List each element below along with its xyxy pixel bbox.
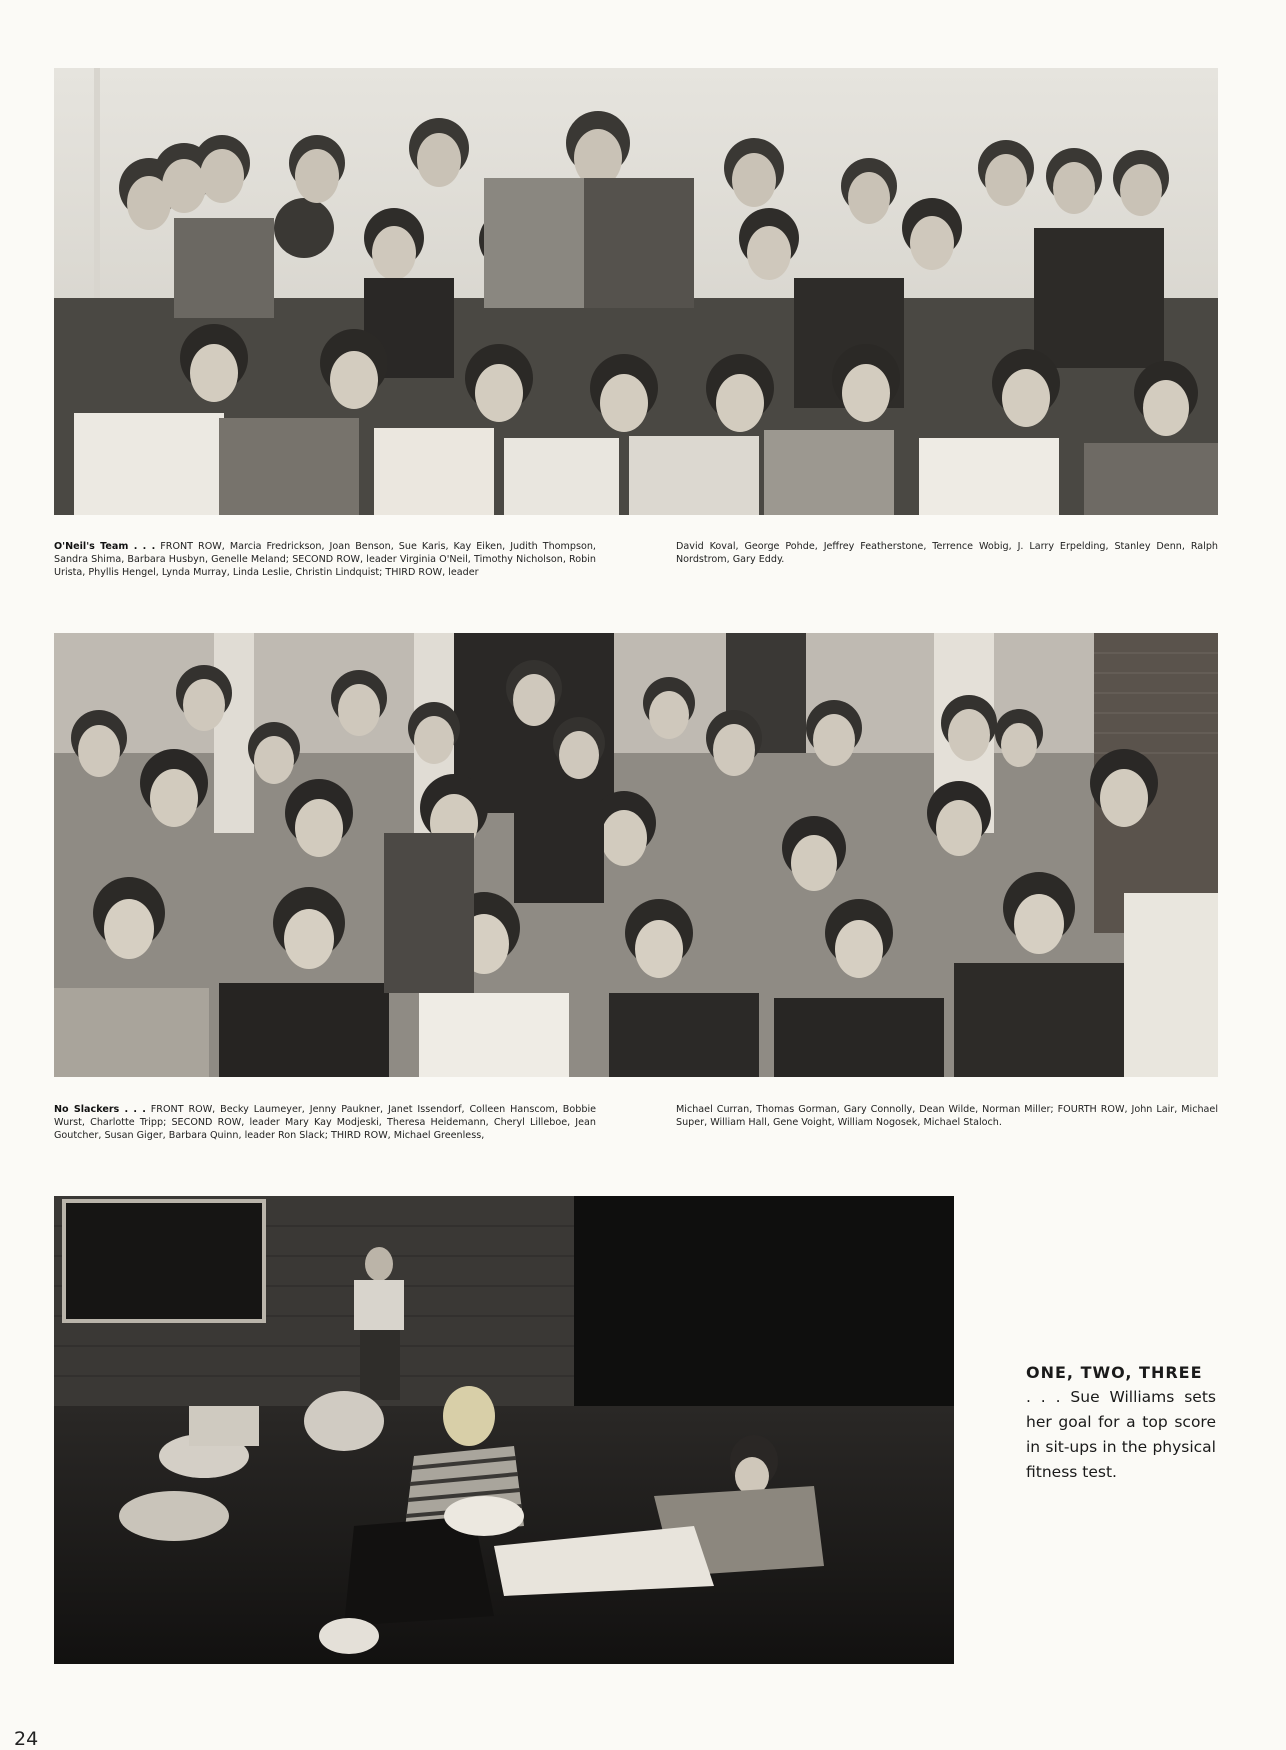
slackers-caption-right-text: Michael Curran, Thomas Gorman, Gary Connolly, Dean Wilde, Norman Miller; FOURTH ROW, John Lair, Michael Super, William Hall, Gene Voight, William Nogosek, Michael Staloch. <box>676 1104 1218 1128</box>
page-number: 24 <box>14 1728 39 1750</box>
slackers-team-name: No Slackers . . . <box>54 1104 146 1115</box>
slackers-caption-left-text: FRONT ROW, Becky Laumeyer, Jenny Paukner, Janet Issendorf, Colleen Hanscom, Bobbie Wurst, Charlotte Tripp; SECOND ROW, leader Mary Kay Modjeski, Theresa Heidemann, Cheryl Lilleboe, Jean Goutcher, Susan Giger, Barbara Quinn, leader Ron Slack; THIRD ROW, Michael Greenless, <box>54 1104 597 1141</box>
oneil-caption-left <box>54 540 596 579</box>
oneil-caption-right <box>676 540 1218 566</box>
slackers-caption-left <box>54 1103 596 1142</box>
feature-headline: ONE, TWO, THREE <box>1026 1363 1203 1382</box>
situps-photo-art <box>54 1196 954 1664</box>
no-slackers-photo <box>54 633 1218 1077</box>
situps-photo <box>54 1196 954 1664</box>
oneil-caption-right-text: David Koval, George Pohde, Jeffrey Featherstone, Terrence Wobig, J. Larry Erpelding, Stanley Denn, Ralph Nordstrom, Gary Eddy. <box>676 541 1218 565</box>
oneil-team-photo <box>54 68 1218 515</box>
oneil-team-photo-art <box>54 68 1218 515</box>
oneil-caption-left-text: FRONT ROW, Marcia Fredrickson, Joan Benson, Sue Karis, Kay Eiken, Judith Thompson, Sandra Shima, Barbara Husbyn, Genelle Meland; SECOND ROW, leader Virginia O'Neil, Timothy Nicholson, Robin Urista, Phyllis Hengel, Lynda Murray, Linda Leslie, Christin Lindquist; THIRD ROW, leader <box>54 541 596 578</box>
feature-caption <box>1026 1360 1216 1485</box>
no-slackers-photo-art <box>54 633 1218 1077</box>
oneil-team-name: O'Neil's Team . . . <box>54 541 156 552</box>
slackers-caption-right <box>676 1103 1218 1129</box>
feature-body: . . . Sue Williams sets her goal for a top score in sit-ups in the physical fitness test. <box>1026 1388 1216 1481</box>
